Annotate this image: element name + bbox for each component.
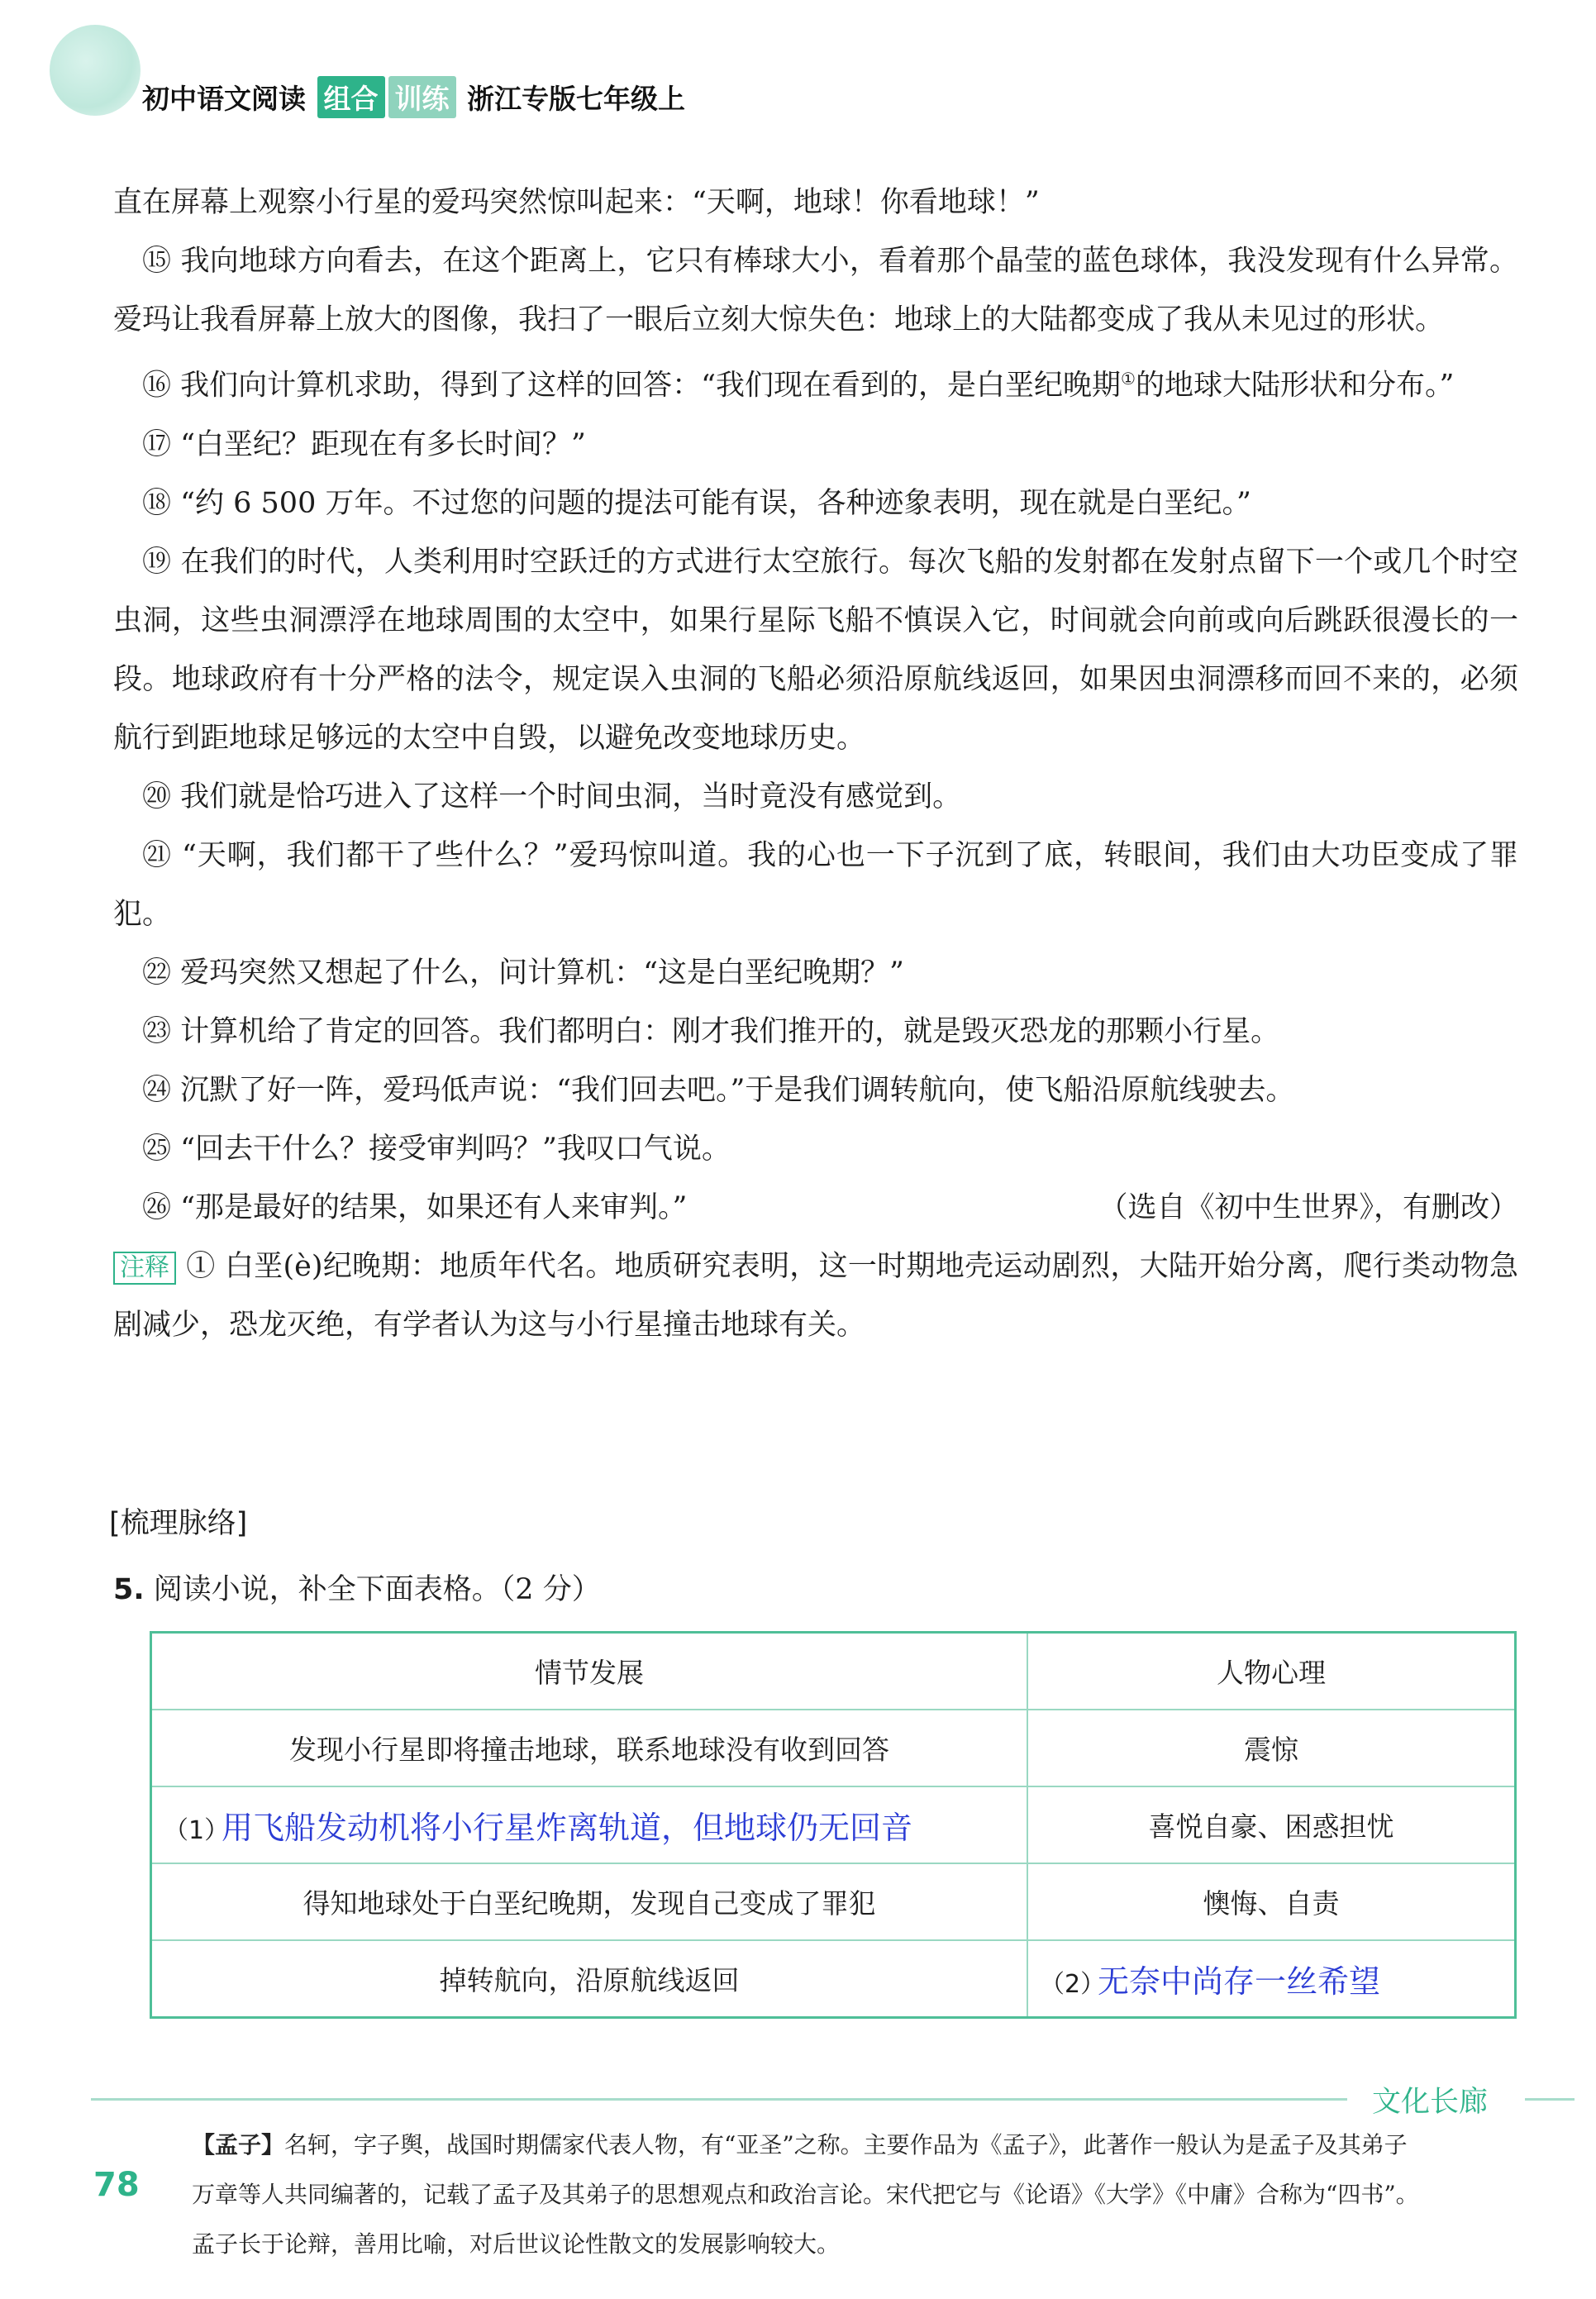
annotation [113, 1238, 1518, 1355]
paragraph: ㉑ “天啊，我们都干了些什么？”爱玛惊叫道。我的心也一下子沉到了底，转眼间，我们由大功臣变成了罪犯。 [113, 838, 1518, 931]
paragraph: ⑮ 我向地球方向看去，在这个距离上，它只有棒球大小，看着那个晶莹的蓝色球体，我没发现有什么异常。爱玛让我看屏幕上放大的图像，我扫了一眼后立刻大惊失色：地球上的大陆都变成了我从未见过的形状。 [113, 245, 1518, 336]
paragraph-text: 的地球大陆形状和分布。” [1135, 369, 1455, 403]
paragraph [113, 350, 1518, 416]
paragraph: ㉕ “回去干什么？接受审判吗？”我叹口气说。 [142, 1132, 731, 1166]
paragraph: ㉓ 计算机给了肯定的回答。我们都明白：刚才我们推开的，就是毁灭恐龙的那颗小行星。 [142, 1014, 1280, 1048]
question-text: 阅读小说，补全下面表格。（2 分） [153, 1573, 601, 1606]
paragraph: ⑲ 在我们的时代，人类利用时空跃迁的方式进行太空旅行。每次飞船的发射都在发射点留下一个或几个时空虫洞，这些虫洞漂浮在地球周围的太空中，如果行星际飞船不慎误入它，时间就会向前或向后跳跃很漫长的一段。地球政府有十分严格的法令，规定误入虫洞的飞船必须沿原航线返回，如果因虫洞漂移而回不来的，必须航行到距地球足够远的太空中自毁，以避免改变地球历史。 [113, 545, 1518, 755]
blank-number: （1） [164, 1816, 230, 1845]
mind-cell: 懊悔、自责 [1027, 1863, 1516, 1940]
paragraph: ⑱ “约 6 500 万年。不过您的问题的提法可能有误，各种迹象表明，现在就是白垩纪。” [142, 486, 1251, 520]
paragraph: ⑰ “白垩纪？距现在有多长时间？” [142, 427, 586, 461]
mind-cell: 喜悦自豪、困惑担忧 [1027, 1786, 1516, 1863]
table-row [151, 1710, 1516, 1786]
story-text [113, 174, 1518, 1355]
culture-text: 名轲，字子舆，战国时期儒家代表人物，有“亚圣”之称。主要作品为《孟子》，此著作一般认为是孟子及其弟子万章等人共同编著的，记载了孟子及其弟子的思想观点和政治言论。宋代把它与《论语》《大学》《中庸》合称为“四书”。孟子长于论辩，善用比喻，对后世议论性散文的发展影响较大。 [192, 2131, 1419, 2258]
mind-cell [1027, 1940, 1516, 2018]
page-header [50, 25, 1546, 116]
table-row [151, 1786, 1516, 1863]
footer-section-label: 文化长廊 [1372, 2086, 1489, 2119]
section-title: [梳理脉络] [109, 1507, 248, 1540]
header-mind: 人物心理 [1027, 1633, 1516, 1710]
paragraph: ⑳ 我们就是恰巧进入了这样一个时间虫洞，当时竟没有感觉到。 [142, 780, 962, 813]
tag-combo: 组合 [317, 76, 385, 118]
culture-note [192, 2120, 1423, 2269]
note-label: 注释 [113, 1252, 176, 1285]
footer-divider [91, 2098, 1347, 2101]
handwritten-answer: 无奈中尚存一丝希望 [1098, 1963, 1381, 2000]
paragraph: 直在屏幕上观察小行星的爱玛突然惊叫起来：“天啊，地球！你看地球！” [113, 186, 1040, 219]
table-header-row [151, 1633, 1516, 1710]
paragraph [113, 1179, 1518, 1238]
table-row [151, 1863, 1516, 1940]
paragraph-text: ⑯ 我们向计算机求助，得到了这样的回答：“我们现在看到的，是白垩纪晚期 [142, 369, 1122, 403]
tag-training: 训练 [388, 76, 456, 118]
plot-cell: 得知地球处于白垩纪晚期，发现自己变成了罪犯 [151, 1863, 1028, 1940]
plot-table [150, 1631, 1517, 2019]
plot-cell: 发现小行星即将撞击地球，联系地球没有收到回答 [151, 1710, 1028, 1786]
note-text: ① 白垩(è)纪晚期：地质年代名。地质研究表明，这一时期地壳运动剧烈，大陆开始分离，爬行类动物急剧减少，恐龙灭绝，有学者认为这与小行星撞击地球有关。 [113, 1249, 1518, 1342]
source-citation: （选自《初中生世界》，有删改） [1098, 1190, 1518, 1224]
header-plot: 情节发展 [151, 1633, 1028, 1710]
paragraph: ㉒ 爱玛突然又想起了什么，问计算机：“这是白垩纪晚期？” [142, 956, 904, 990]
culture-term: 【孟子】 [192, 2131, 285, 2158]
handwritten-answer: 用飞船发动机将小行星炸离轨道，但地球仍无回音 [222, 1810, 913, 1846]
paragraph-text: ㉖ “那是最好的结果，如果还有人来审判。” [142, 1190, 688, 1224]
mind-cell: 震惊 [1027, 1710, 1516, 1786]
blank-number: （2） [1040, 1970, 1106, 1999]
question-5 [113, 1567, 601, 1608]
title-suffix: 浙江专版七年级上 [467, 83, 685, 115]
page-number: 78 [93, 2166, 140, 2204]
title-prefix: 初中语文阅读 [142, 83, 306, 115]
table-row [151, 1940, 1516, 2018]
plot-cell [151, 1786, 1028, 1863]
footer-divider [1525, 2098, 1575, 2101]
paragraph: ㉔ 沉默了好一阵，爱玛低声说：“我们回去吧。”于是我们调转航向，使飞船沿原航线驶去。 [142, 1073, 1295, 1107]
plot-cell: 掉转航向，沿原航线返回 [151, 1940, 1028, 2018]
book-title [142, 76, 685, 118]
question-number: 5. [113, 1573, 145, 1606]
footnote-mark: ① [1121, 369, 1136, 389]
logo-icon [50, 25, 141, 116]
